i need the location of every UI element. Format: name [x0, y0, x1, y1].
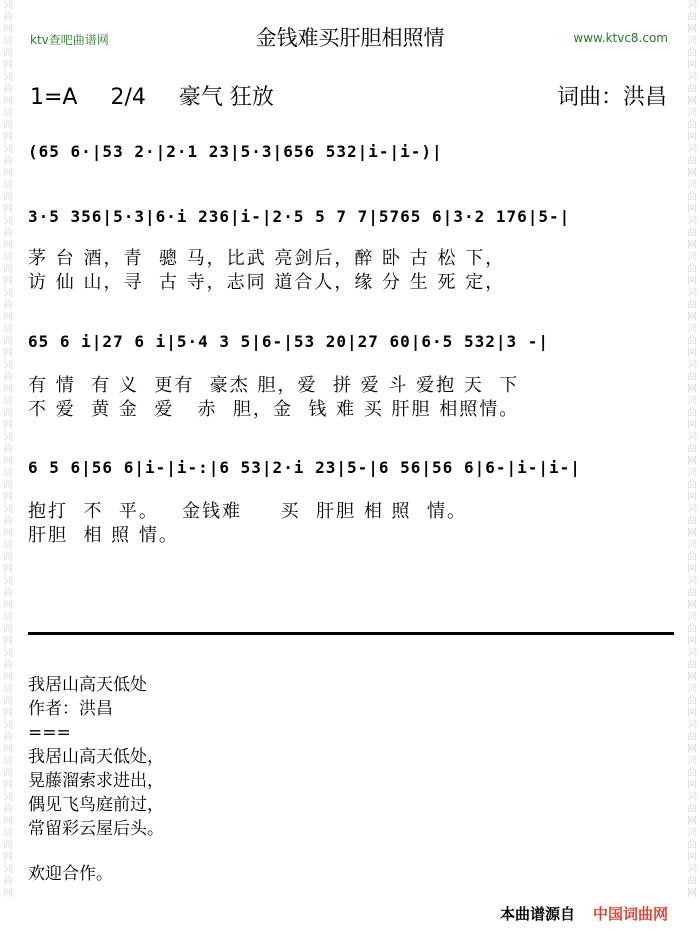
- watermark-char: 网: [687, 276, 697, 287]
- watermark-char: 曲: [687, 732, 697, 743]
- watermark-char: 曲: [687, 228, 697, 239]
- watermark-char: 曲: [3, 336, 13, 347]
- watermark-char: 网: [687, 456, 697, 467]
- watermark-char: 词: [687, 828, 697, 839]
- watermark-char: 网: [3, 132, 13, 143]
- watermark-char: 曲: [687, 84, 697, 95]
- poem-line: 晃藤溜索求进出，: [28, 771, 164, 791]
- watermark-char: 曲: [687, 480, 697, 491]
- watermark-char: 词: [3, 684, 13, 695]
- style-marking: 豪气 狂放: [178, 85, 274, 110]
- watermark-char: 曲: [687, 768, 697, 779]
- watermark-char: 网: [687, 816, 697, 827]
- watermark-char: 网: [3, 384, 13, 395]
- watermark-char: 词: [687, 36, 697, 47]
- footer-label: 本曲谱源自: [499, 905, 575, 923]
- watermark-char: 曲: [687, 804, 697, 815]
- watermark-char: 词: [3, 252, 13, 263]
- watermark-char: 网: [3, 636, 13, 647]
- watermark-char: 网: [3, 744, 13, 755]
- watermark-char: 曲: [687, 552, 697, 563]
- watermark-char: 词: [687, 612, 697, 623]
- lyric-line-4a: 抱打 不 平。 金钱难 买 肝胆 相 照 情。: [28, 501, 467, 522]
- watermark-char: 词: [687, 792, 697, 803]
- watermark-char: 网: [3, 348, 13, 359]
- source-right-text: www.ktvc8.com: [573, 31, 668, 45]
- watermark-char: 曲: [687, 876, 697, 887]
- watermark-char: 网: [3, 276, 13, 287]
- watermark-char: 曲: [3, 120, 13, 131]
- page-title: 金钱难买肝胆相照情: [255, 26, 445, 50]
- watermark-char: 词: [3, 180, 13, 191]
- watermark-char: 曲: [687, 840, 697, 851]
- watermark-char: 曲: [3, 480, 13, 491]
- watermark-char: 词: [3, 108, 13, 119]
- watermark-char: 词: [687, 576, 697, 587]
- credit: 词曲：洪昌: [556, 85, 667, 110]
- watermark-char: 词: [3, 648, 13, 659]
- watermark-char: 网: [687, 564, 697, 575]
- watermark-char: 词: [3, 396, 13, 407]
- watermark-char: 曲: [3, 408, 13, 419]
- key-signature: 1=A: [30, 85, 78, 110]
- watermark-char: 词: [687, 468, 697, 479]
- watermark-char: 曲: [3, 732, 13, 743]
- watermark-char: 词: [3, 36, 13, 47]
- watermark-char: 曲: [3, 192, 13, 203]
- watermark-char: 词: [687, 396, 697, 407]
- watermark-char: 曲: [687, 336, 697, 347]
- watermark-char: 网: [687, 240, 697, 251]
- watermark-char: 曲: [3, 588, 13, 599]
- watermark-char: 词: [687, 540, 697, 551]
- watermark-char: 网: [687, 384, 697, 395]
- lyric-line-4b: 肝胆 相 照 情。: [28, 525, 179, 546]
- watermark-char: 曲: [687, 156, 697, 167]
- watermark-char: 网: [687, 708, 697, 719]
- poem-block: [28, 673, 164, 841]
- watermark-char: 词: [687, 720, 697, 731]
- watermark-char: 词: [3, 144, 13, 155]
- watermark-char: 曲: [687, 516, 697, 527]
- watermark-char: 网: [687, 744, 697, 755]
- score-line-4: 6 5 6|56 6|i-|i-:|6 53|2·i 23|5-|6 56|56 6|6-|i-|i-|: [28, 458, 581, 477]
- watermark-char: 网: [687, 96, 697, 107]
- watermark-char: 词: [3, 360, 13, 371]
- watermark-right: [684, 0, 700, 950]
- watermark-char: 曲: [3, 264, 13, 275]
- watermark-char: 曲: [3, 12, 13, 23]
- watermark-char: 网: [687, 888, 697, 899]
- watermark-char: 网: [687, 420, 697, 431]
- divider: [28, 632, 674, 635]
- watermark-char: 曲: [3, 840, 13, 851]
- watermark-char: 网: [687, 852, 697, 863]
- watermark-char: 网: [687, 672, 697, 683]
- watermark-char: 词: [3, 432, 13, 443]
- footer-credit: [500, 903, 668, 924]
- watermark-char: 网: [3, 780, 13, 791]
- watermark-char: 词: [3, 720, 13, 731]
- poem-author: 作者：洪昌: [28, 699, 113, 719]
- watermark-char: 词: [687, 72, 697, 83]
- watermark-char: 曲: [3, 804, 13, 815]
- watermark-char: 网: [3, 456, 13, 467]
- watermark-char: 网: [3, 204, 13, 215]
- watermark-char: 曲: [687, 588, 697, 599]
- watermark-char: 词: [3, 0, 13, 11]
- watermark-char: 网: [687, 60, 697, 71]
- watermark-char: 曲: [687, 192, 697, 203]
- watermark-char: 网: [3, 528, 13, 539]
- watermark-char: 网: [687, 636, 697, 647]
- key-time-style: [30, 80, 300, 111]
- watermark-char: 词: [3, 504, 13, 515]
- watermark-char: 曲: [3, 876, 13, 887]
- watermark-char: 曲: [687, 48, 697, 59]
- watermark-char: 曲: [3, 84, 13, 95]
- watermark-char: 词: [3, 828, 13, 839]
- watermark-char: 网: [3, 564, 13, 575]
- watermark-char: 曲: [687, 696, 697, 707]
- watermark-char: 词: [3, 612, 13, 623]
- watermark-char: 网: [687, 492, 697, 503]
- watermark-char: 词: [687, 324, 697, 335]
- watermark-char: 网: [3, 312, 13, 323]
- poem-title: 我居山高天低处: [28, 675, 147, 695]
- watermark-char: 网: [3, 420, 13, 431]
- poem-separator: ===: [28, 723, 71, 743]
- watermark-char: 网: [687, 528, 697, 539]
- watermark-char: 曲: [3, 156, 13, 167]
- watermark-char: 词: [3, 216, 13, 227]
- watermark-char: 词: [687, 864, 697, 875]
- watermark-char: 词: [3, 576, 13, 587]
- watermark-char: 词: [687, 144, 697, 155]
- watermark-char: 词: [687, 504, 697, 515]
- watermark-char: 词: [687, 180, 697, 191]
- watermark-char: 词: [687, 432, 697, 443]
- watermark-char: 曲: [3, 48, 13, 59]
- watermark-char: 词: [3, 756, 13, 767]
- watermark-char: 词: [3, 468, 13, 479]
- watermark-char: 词: [687, 360, 697, 371]
- score-line-3: 65 6 i|27 6 i|5·4 3 5|6-|53 20|27 60|6·5 532|3 -|: [28, 332, 550, 351]
- watermark-char: 曲: [687, 624, 697, 635]
- poem-line: 偶见飞鸟庭前过，: [28, 795, 164, 815]
- score-line-2: 3·5 356|5·3|6·i 236|i-|2·5 5 7 7|5765 6|3·2 176|5-|: [28, 207, 571, 226]
- lyric-line-2b: 访 仙 山，寻 古 寺，志同 道合人，缘 分 生 死 定，: [28, 272, 506, 293]
- watermark-char: 曲: [3, 624, 13, 635]
- watermark-char: 网: [687, 204, 697, 215]
- watermark-char: 网: [3, 96, 13, 107]
- score-line-1: (65 6·|53 2·|2·1 23|5·3|656 532|i-|i-)|: [28, 142, 443, 161]
- watermark-char: 网: [3, 600, 13, 611]
- watermark-char: 曲: [687, 408, 697, 419]
- watermark-char: 网: [3, 816, 13, 827]
- watermark-char: 词: [687, 684, 697, 695]
- watermark-char: 网: [3, 240, 13, 251]
- watermark-char: 曲: [687, 264, 697, 275]
- time-signature: 2/4: [110, 85, 146, 110]
- watermark-char: 曲: [3, 552, 13, 563]
- watermark-char: 网: [687, 600, 697, 611]
- watermark-char: 曲: [3, 696, 13, 707]
- watermark-char: 网: [3, 60, 13, 71]
- watermark-char: 曲: [687, 372, 697, 383]
- watermark-char: 词: [687, 216, 697, 227]
- watermark-char: 词: [3, 540, 13, 551]
- watermark-char: 词: [3, 792, 13, 803]
- watermark-char: 网: [687, 132, 697, 143]
- watermark-char: 曲: [687, 444, 697, 455]
- footer-brand-link[interactable]: 中国词曲网: [592, 905, 668, 923]
- poem-line: 常留彩云屋后头。: [28, 819, 164, 839]
- watermark-char: 曲: [687, 300, 697, 311]
- watermark-char: 网: [3, 888, 13, 899]
- lyric-line-3a: 有 情 有 义 更有 豪杰 胆，爱 拼 爱 斗 爱抱 天 下: [28, 375, 520, 396]
- lyric-line-3b: 不 爱 黄 金 爱 赤 胆，金 钱 难 买 肝胆 相照情。: [28, 399, 520, 420]
- watermark-char: 曲: [3, 300, 13, 311]
- watermark-char: 词: [3, 72, 13, 83]
- watermark-char: 词: [687, 108, 697, 119]
- watermark-char: 曲: [3, 768, 13, 779]
- watermark-char: 曲: [3, 516, 13, 527]
- watermark-char: 网: [3, 168, 13, 179]
- watermark-char: 词: [3, 864, 13, 875]
- watermark-char: 网: [3, 24, 13, 35]
- watermark-char: 词: [687, 756, 697, 767]
- watermark-char: 词: [687, 0, 697, 11]
- poem-line: 我居山高天低处，: [28, 747, 164, 767]
- watermark-left: [0, 0, 16, 950]
- watermark-char: 词: [687, 252, 697, 263]
- watermark-char: 词: [687, 648, 697, 659]
- lyric-line-2a: 茅 台 酒，青 骢 马，比武 亮剑后，醉 卧 古 松 下，: [28, 248, 506, 269]
- watermark-char: 曲: [3, 228, 13, 239]
- closing-text: 欢迎合作。: [28, 864, 113, 884]
- watermark-char: 网: [687, 168, 697, 179]
- watermark-char: 曲: [687, 120, 697, 131]
- watermark-char: 词: [687, 288, 697, 299]
- watermark-char: 网: [687, 312, 697, 323]
- watermark-char: 网: [687, 24, 697, 35]
- watermark-char: 曲: [3, 372, 13, 383]
- watermark-char: 曲: [3, 444, 13, 455]
- watermark-char: 词: [3, 324, 13, 335]
- source-left-text: ktv查吧曲谱网: [30, 33, 109, 47]
- watermark-char: 网: [3, 708, 13, 719]
- watermark-char: 网: [687, 348, 697, 359]
- watermark-char: 曲: [687, 660, 697, 671]
- watermark-char: 曲: [3, 660, 13, 671]
- watermark-char: 网: [3, 492, 13, 503]
- watermark-char: 网: [3, 672, 13, 683]
- watermark-char: 网: [687, 780, 697, 791]
- watermark-char: 词: [3, 288, 13, 299]
- watermark-char: 网: [3, 852, 13, 863]
- watermark-char: 曲: [687, 12, 697, 23]
